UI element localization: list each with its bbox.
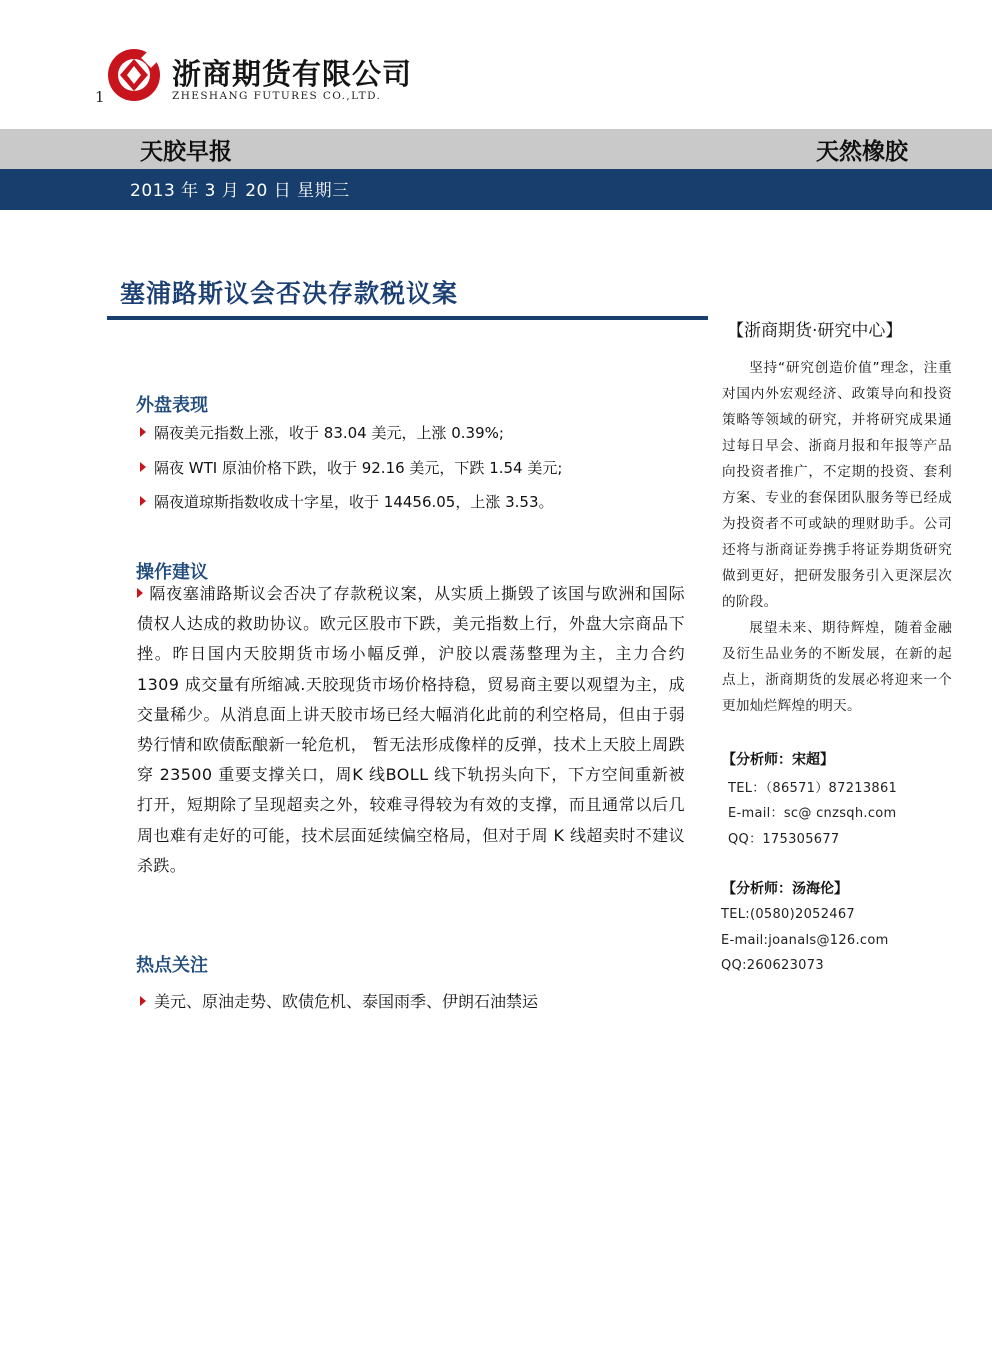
sidebar-outlook: [722, 615, 952, 719]
headline-divider: [107, 316, 708, 320]
advice-paragraph: 隔夜塞浦路斯议会否决了存款税议案，从实质上撕毁了该国与欧洲和国际债权人达成的救助协议。欧元区股市下跌，美元指数上行，外盘大宗商品下挫。昨日国内天胶期货市场小幅反弹，沪胶以震荡整理为主，主力合约 1309 成交量有所缩减.天胶现货市场价格持稳，贸易商主要以观望为主，成交量稀少。从消息面上讲天胶市场已经大幅消化此前的利空格局，但由于弱势行情和欧债酝酿新一轮危机， 暂无法形成像样的反弹，技术上天胶上周跌穿 23500 重要支撑关口，周K 线BOLL 线下轨拐头向下，下方空间重新被打开，短期除了呈现超卖之外，较难寻得较为有效的支撑，而且通常以后几周也难有走好的可能，技术层面延续偏空格局，但对于周 K 线超卖时不建议杀跌。: [137, 584, 685, 875]
sidebar-intro: [722, 355, 952, 615]
analyst-tel: TEL:(0580)2052467: [721, 907, 856, 922]
bullet-triangle-icon: [140, 996, 146, 1006]
analyst-header: 【分析师：汤海伦】: [722, 881, 848, 897]
company-logo-icon: [106, 47, 162, 103]
analyst-email: E-mail:joanals@126.com: [721, 933, 889, 948]
section-title-hotspots: 热点关注: [136, 955, 208, 976]
bullet-triangle-icon: [140, 496, 146, 506]
company-name-cn: 浙商期货有限公司: [172, 57, 413, 91]
report-date: 2013 年 3 月 20 日 星期三: [130, 181, 350, 201]
analyst-header: 【分析师：宋超】: [722, 752, 834, 768]
bullet-triangle-icon: [137, 588, 143, 598]
bullet-triangle-icon: [140, 462, 146, 472]
list-item: 隔夜道琼斯指数收成十字星，收于 14456.05，上涨 3.53。: [140, 491, 554, 512]
sidebar-paragraph: 展望未来、期待辉煌，随着金融及衍生品业务的不断发展，在新的起点上，浙商期货的发展必将迎来一个更加灿烂辉煌的明天。: [722, 620, 952, 714]
report-category: 天然橡胶: [816, 139, 908, 165]
report-type: 天胶早报: [140, 139, 232, 165]
sidebar-paragraph: 坚持“研究创造价值”理念，注重对国内外宏观经济、政策导向和投资策略等领域的研究，并将研究成果通过每日早会、浙商月报和年报等产品向投资者推广，不定期的投资、套利方案、专业的套保团队服务等已经成为投资者不可或缺的理财助手。公司还将与浙商证券携手将证券期货研究做到更好，把研发服务引入更深层次的阶段。: [722, 360, 952, 610]
list-item: 隔夜 WTI 原油价格下跌，收于 92.16 美元，下跌 1.54 美元;: [140, 457, 562, 478]
analyst-tel: TEL：（86571）87213861: [728, 781, 898, 796]
list-item: 隔夜美元指数上涨，收于 83.04 美元，上涨 0.39%;: [140, 422, 504, 443]
bullet-triangle-icon: [140, 427, 146, 437]
analyst-qq: QQ：175305677: [728, 832, 840, 847]
sidebar-title: 【浙商期货·研究中心】: [727, 321, 903, 341]
analyst-qq: QQ:260623073: [721, 958, 824, 973]
list-item: 美元、原油走势、欧债危机、泰国雨季、伊朗石油禁运: [140, 989, 538, 1012]
section-title-overseas: 外盘表现: [136, 395, 208, 416]
page-number: 1: [95, 88, 105, 106]
section-title-advice: 操作建议: [136, 562, 208, 583]
analyst-email: E-mail：sc@ cnzsqh.com: [728, 806, 897, 821]
headline: 塞浦路斯议会否决存款税议案: [120, 279, 459, 308]
company-name-en: ZHESHANG FUTURES CO.,LTD.: [172, 90, 382, 102]
